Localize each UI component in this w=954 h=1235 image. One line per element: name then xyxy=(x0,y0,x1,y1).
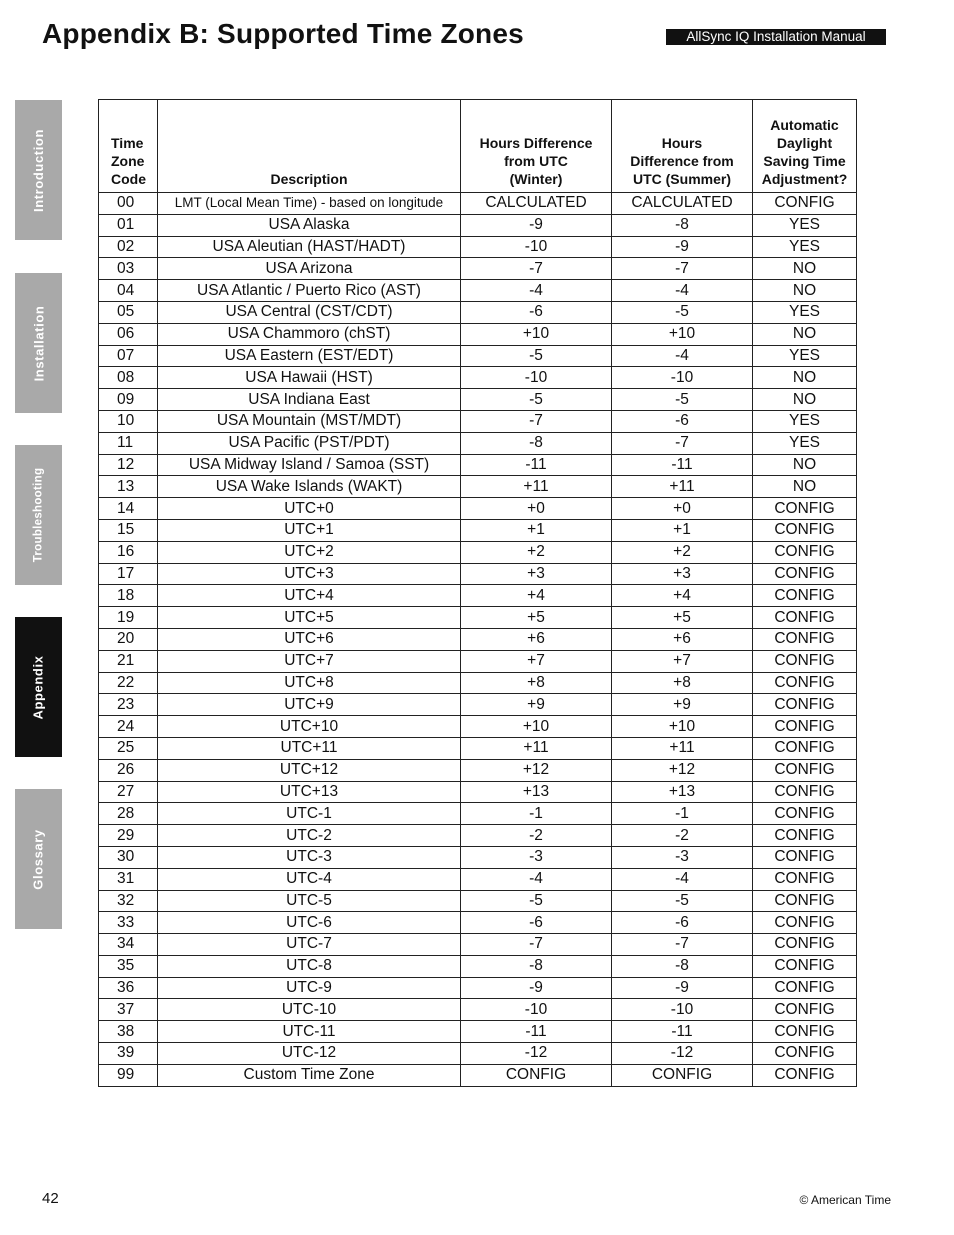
hours-summer-cell: -9 xyxy=(612,236,753,258)
description-cell: UTC+8 xyxy=(158,672,461,694)
time-zone-code-cell: 07 xyxy=(99,345,158,367)
hours-winter-cell: -7 xyxy=(461,410,612,432)
hours-winter-cell: -3 xyxy=(461,846,612,868)
description-cell: UTC+6 xyxy=(158,628,461,650)
table-row xyxy=(99,432,857,454)
description-cell: UTC-8 xyxy=(158,955,461,977)
description-cell: UTC-4 xyxy=(158,868,461,890)
hours-summer-cell: -6 xyxy=(612,410,753,432)
dst-adjustment-cell: CONFIG xyxy=(753,759,857,781)
copyright-text: © American Time xyxy=(799,1193,891,1207)
hours-summer-cell: -4 xyxy=(612,868,753,890)
time-zone-code-cell: 19 xyxy=(99,607,158,629)
side-tab-appendix[interactable] xyxy=(15,617,62,757)
manual-name-badge: AllSync IQ Installation Manual xyxy=(666,29,886,45)
time-zone-code-cell: 13 xyxy=(99,476,158,498)
time-zone-table xyxy=(98,99,857,1087)
side-tab-label: Installation xyxy=(31,305,47,381)
table-row xyxy=(99,846,857,868)
description-cell: UTC+3 xyxy=(158,563,461,585)
description-cell: USA Arizona xyxy=(158,258,461,280)
dst-adjustment-cell: CONFIG xyxy=(753,737,857,759)
time-zone-code-cell: 25 xyxy=(99,737,158,759)
description-cell: LMT (Local Mean Time) - based on longitude xyxy=(158,193,461,215)
hours-winter-cell: -8 xyxy=(461,432,612,454)
table-row xyxy=(99,825,857,847)
description-cell: UTC+5 xyxy=(158,607,461,629)
table-row xyxy=(99,628,857,650)
hours-summer-cell: -8 xyxy=(612,955,753,977)
side-tab-label: Troubleshooting xyxy=(32,467,45,563)
hours-summer-cell: CONFIG xyxy=(612,1064,753,1086)
table-row xyxy=(99,258,857,280)
table-row xyxy=(99,737,857,759)
description-cell: UTC+10 xyxy=(158,716,461,738)
description-cell: UTC-7 xyxy=(158,934,461,956)
dst-adjustment-cell: CONFIG xyxy=(753,694,857,716)
time-zone-code-cell: 26 xyxy=(99,759,158,781)
time-zone-code-cell: 33 xyxy=(99,912,158,934)
dst-adjustment-cell: CONFIG xyxy=(753,781,857,803)
time-zone-code-cell: 15 xyxy=(99,519,158,541)
side-tab-glossary[interactable] xyxy=(15,789,62,929)
description-cell: USA Atlantic / Puerto Rico (AST) xyxy=(158,280,461,302)
dst-adjustment-cell: YES xyxy=(753,236,857,258)
description-cell: UTC-11 xyxy=(158,1021,461,1043)
dst-adjustment-cell: YES xyxy=(753,410,857,432)
hours-summer-cell: +6 xyxy=(612,628,753,650)
time-zone-code-cell: 22 xyxy=(99,672,158,694)
description-cell: UTC+4 xyxy=(158,585,461,607)
table-row xyxy=(99,607,857,629)
hours-winter-cell: +5 xyxy=(461,607,612,629)
dst-adjustment-cell: CONFIG xyxy=(753,650,857,672)
hours-summer-cell: -5 xyxy=(612,301,753,323)
table-row xyxy=(99,345,857,367)
table-row xyxy=(99,912,857,934)
time-zone-code-cell: 38 xyxy=(99,1021,158,1043)
time-zone-code-cell: 21 xyxy=(99,650,158,672)
hours-winter-cell: -1 xyxy=(461,803,612,825)
hours-summer-cell: -4 xyxy=(612,345,753,367)
hours-winter-cell: -4 xyxy=(461,868,612,890)
time-zone-code-cell: 11 xyxy=(99,432,158,454)
dst-adjustment-cell: CONFIG xyxy=(753,1021,857,1043)
time-zone-code-cell: 34 xyxy=(99,934,158,956)
hours-summer-cell: CALCULATED xyxy=(612,193,753,215)
table-row xyxy=(99,410,857,432)
time-zone-code-cell: 18 xyxy=(99,585,158,607)
side-tab-troubleshooting[interactable] xyxy=(15,445,62,585)
description-cell: UTC+11 xyxy=(158,737,461,759)
hours-winter-cell: +6 xyxy=(461,628,612,650)
description-cell: USA Eastern (EST/EDT) xyxy=(158,345,461,367)
time-zone-code-cell: 36 xyxy=(99,977,158,999)
table-row xyxy=(99,1064,857,1086)
dst-adjustment-cell: CONFIG xyxy=(753,716,857,738)
time-zone-code-cell: 30 xyxy=(99,846,158,868)
description-cell: UTC+2 xyxy=(158,541,461,563)
hours-summer-cell: -1 xyxy=(612,803,753,825)
hours-summer-cell: -12 xyxy=(612,1043,753,1065)
table-row xyxy=(99,301,857,323)
dst-adjustment-cell: CONFIG xyxy=(753,628,857,650)
page-title: Appendix B: Supported Time Zones xyxy=(42,18,524,49)
time-zone-code-cell: 00 xyxy=(99,193,158,215)
time-zone-code-cell: 10 xyxy=(99,410,158,432)
table-row xyxy=(99,977,857,999)
hours-winter-cell: CONFIG xyxy=(461,1064,612,1086)
table-row xyxy=(99,367,857,389)
dst-adjustment-cell: CONFIG xyxy=(753,519,857,541)
description-cell: UTC-9 xyxy=(158,977,461,999)
dst-adjustment-cell: YES xyxy=(753,432,857,454)
description-cell: USA Hawaii (HST) xyxy=(158,367,461,389)
hours-winter-cell: -10 xyxy=(461,367,612,389)
time-zone-code-cell: 14 xyxy=(99,498,158,520)
side-tab-label: Glossary xyxy=(31,828,47,890)
hours-summer-cell: -5 xyxy=(612,389,753,411)
table-row xyxy=(99,759,857,781)
hours-winter-cell: +10 xyxy=(461,323,612,345)
hours-winter-cell: +11 xyxy=(461,476,612,498)
hours-winter-cell: +4 xyxy=(461,585,612,607)
hours-winter-cell: -5 xyxy=(461,345,612,367)
time-zone-code-cell: 32 xyxy=(99,890,158,912)
dst-adjustment-cell: YES xyxy=(753,301,857,323)
hours-summer-cell: +10 xyxy=(612,716,753,738)
page-number: 42 xyxy=(42,1190,59,1207)
hours-winter-cell: -8 xyxy=(461,955,612,977)
hours-summer-cell: +13 xyxy=(612,781,753,803)
description-cell: USA Aleutian (HAST/HADT) xyxy=(158,236,461,258)
table-row xyxy=(99,476,857,498)
table-row xyxy=(99,934,857,956)
header-hours-winter: Hours Difference from UTC (Winter) xyxy=(461,100,612,193)
hours-summer-cell: -8 xyxy=(612,214,753,236)
hours-winter-cell: -2 xyxy=(461,825,612,847)
dst-adjustment-cell: CONFIG xyxy=(753,1064,857,1086)
hours-winter-cell: +7 xyxy=(461,650,612,672)
table-row xyxy=(99,323,857,345)
dst-adjustment-cell: NO xyxy=(753,367,857,389)
header-hours-summer: Hours Difference from UTC (Summer) xyxy=(612,100,753,193)
table-row xyxy=(99,585,857,607)
description-cell: UTC+1 xyxy=(158,519,461,541)
dst-adjustment-cell: NO xyxy=(753,454,857,476)
hours-summer-cell: -3 xyxy=(612,846,753,868)
table-row xyxy=(99,868,857,890)
hours-summer-cell: +1 xyxy=(612,519,753,541)
hours-winter-cell: -9 xyxy=(461,214,612,236)
dst-adjustment-cell: CONFIG xyxy=(753,955,857,977)
table-row xyxy=(99,781,857,803)
time-zone-code-cell: 20 xyxy=(99,628,158,650)
dst-adjustment-cell: CONFIG xyxy=(753,890,857,912)
hours-summer-cell: +5 xyxy=(612,607,753,629)
dst-adjustment-cell: CONFIG xyxy=(753,498,857,520)
hours-summer-cell: +11 xyxy=(612,737,753,759)
hours-summer-cell: +4 xyxy=(612,585,753,607)
hours-summer-cell: -7 xyxy=(612,934,753,956)
hours-winter-cell: +3 xyxy=(461,563,612,585)
hours-winter-cell: -10 xyxy=(461,999,612,1021)
description-cell: USA Wake Islands (WAKT) xyxy=(158,476,461,498)
dst-adjustment-cell: CONFIG xyxy=(753,672,857,694)
hours-summer-cell: +3 xyxy=(612,563,753,585)
table-row xyxy=(99,650,857,672)
hours-winter-cell: -9 xyxy=(461,977,612,999)
time-zone-code-cell: 24 xyxy=(99,716,158,738)
hours-summer-cell: -6 xyxy=(612,912,753,934)
hours-winter-cell: -4 xyxy=(461,280,612,302)
table-row xyxy=(99,541,857,563)
description-cell: USA Central (CST/CDT) xyxy=(158,301,461,323)
time-zone-code-cell: 37 xyxy=(99,999,158,1021)
side-tab-introduction[interactable] xyxy=(15,100,62,240)
description-cell: UTC-6 xyxy=(158,912,461,934)
hours-winter-cell: -5 xyxy=(461,890,612,912)
table-row xyxy=(99,716,857,738)
description-cell: UTC+13 xyxy=(158,781,461,803)
hours-winter-cell: +2 xyxy=(461,541,612,563)
hours-winter-cell: +13 xyxy=(461,781,612,803)
hours-summer-cell: +9 xyxy=(612,694,753,716)
dst-adjustment-cell: CONFIG xyxy=(753,999,857,1021)
hours-winter-cell: +8 xyxy=(461,672,612,694)
dst-adjustment-cell: CONFIG xyxy=(753,607,857,629)
time-zone-code-cell: 29 xyxy=(99,825,158,847)
dst-adjustment-cell: CONFIG xyxy=(753,541,857,563)
hours-summer-cell: -4 xyxy=(612,280,753,302)
hours-summer-cell: -11 xyxy=(612,454,753,476)
hours-summer-cell: +10 xyxy=(612,323,753,345)
table-row xyxy=(99,803,857,825)
header-dst-adjustment: Automatic Daylight Saving Time Adjustment? xyxy=(753,100,857,193)
table-row xyxy=(99,214,857,236)
description-cell: UTC-1 xyxy=(158,803,461,825)
dst-adjustment-cell: CONFIG xyxy=(753,563,857,585)
description-cell: UTC-5 xyxy=(158,890,461,912)
hours-winter-cell: -7 xyxy=(461,934,612,956)
side-tab-label: Introduction xyxy=(31,128,46,212)
time-zone-code-cell: 31 xyxy=(99,868,158,890)
header-description: Description xyxy=(158,100,461,193)
hours-summer-cell: +8 xyxy=(612,672,753,694)
time-zone-code-cell: 09 xyxy=(99,389,158,411)
hours-summer-cell: -10 xyxy=(612,367,753,389)
description-cell: USA Chammoro (chST) xyxy=(158,323,461,345)
hours-summer-cell: +12 xyxy=(612,759,753,781)
table-row xyxy=(99,498,857,520)
time-zone-code-cell: 17 xyxy=(99,563,158,585)
description-cell: UTC-2 xyxy=(158,825,461,847)
dst-adjustment-cell: CONFIG xyxy=(753,585,857,607)
dst-adjustment-cell: CONFIG xyxy=(753,868,857,890)
time-zone-code-cell: 35 xyxy=(99,955,158,977)
table-row xyxy=(99,563,857,585)
table-row xyxy=(99,694,857,716)
time-zone-code-cell: 02 xyxy=(99,236,158,258)
dst-adjustment-cell: YES xyxy=(753,214,857,236)
dst-adjustment-cell: CONFIG xyxy=(753,977,857,999)
description-cell: USA Alaska xyxy=(158,214,461,236)
hours-summer-cell: +0 xyxy=(612,498,753,520)
time-zone-code-cell: 01 xyxy=(99,214,158,236)
table-row xyxy=(99,389,857,411)
hours-summer-cell: -10 xyxy=(612,999,753,1021)
time-zone-code-cell: 05 xyxy=(99,301,158,323)
table-header-row xyxy=(99,100,857,193)
table-row xyxy=(99,193,857,215)
table-row xyxy=(99,519,857,541)
hours-winter-cell: +9 xyxy=(461,694,612,716)
dst-adjustment-cell: NO xyxy=(753,476,857,498)
hours-winter-cell: +1 xyxy=(461,519,612,541)
hours-summer-cell: -2 xyxy=(612,825,753,847)
dst-adjustment-cell: NO xyxy=(753,389,857,411)
side-tab-label: Appendix xyxy=(31,654,46,720)
time-zone-code-cell: 08 xyxy=(99,367,158,389)
dst-adjustment-cell: CONFIG xyxy=(753,934,857,956)
hours-winter-cell: +12 xyxy=(461,759,612,781)
hours-summer-cell: -9 xyxy=(612,977,753,999)
hours-winter-cell: -10 xyxy=(461,236,612,258)
hours-summer-cell: -5 xyxy=(612,890,753,912)
hours-summer-cell: -7 xyxy=(612,432,753,454)
hours-winter-cell: CALCULATED xyxy=(461,193,612,215)
hours-winter-cell: +10 xyxy=(461,716,612,738)
table-row xyxy=(99,454,857,476)
table-row xyxy=(99,999,857,1021)
description-cell: UTC+12 xyxy=(158,759,461,781)
dst-adjustment-cell: CONFIG xyxy=(753,1043,857,1065)
dst-adjustment-cell: NO xyxy=(753,280,857,302)
hours-winter-cell: -6 xyxy=(461,301,612,323)
dst-adjustment-cell: CONFIG xyxy=(753,846,857,868)
hours-winter-cell: -5 xyxy=(461,389,612,411)
time-zone-code-cell: 16 xyxy=(99,541,158,563)
description-cell: UTC+0 xyxy=(158,498,461,520)
hours-winter-cell: -7 xyxy=(461,258,612,280)
time-zone-code-cell: 06 xyxy=(99,323,158,345)
table-row xyxy=(99,955,857,977)
time-zone-code-cell: 27 xyxy=(99,781,158,803)
hours-winter-cell: -11 xyxy=(461,1021,612,1043)
hours-winter-cell: -12 xyxy=(461,1043,612,1065)
hours-summer-cell: +7 xyxy=(612,650,753,672)
description-cell: UTC+7 xyxy=(158,650,461,672)
time-zone-code-cell: 03 xyxy=(99,258,158,280)
table-row xyxy=(99,1021,857,1043)
dst-adjustment-cell: CONFIG xyxy=(753,825,857,847)
hours-winter-cell: -11 xyxy=(461,454,612,476)
hours-summer-cell: +11 xyxy=(612,476,753,498)
description-cell: UTC-10 xyxy=(158,999,461,1021)
time-zone-code-cell: 12 xyxy=(99,454,158,476)
description-cell: UTC+9 xyxy=(158,694,461,716)
time-zone-code-cell: 99 xyxy=(99,1064,158,1086)
time-zone-code-cell: 23 xyxy=(99,694,158,716)
hours-summer-cell: +2 xyxy=(612,541,753,563)
hours-winter-cell: +11 xyxy=(461,737,612,759)
hours-summer-cell: -7 xyxy=(612,258,753,280)
side-tab-installation[interactable] xyxy=(15,273,62,413)
time-zone-code-cell: 39 xyxy=(99,1043,158,1065)
header-time-zone-code: Time Zone Code xyxy=(99,100,158,193)
hours-winter-cell: -6 xyxy=(461,912,612,934)
description-cell: UTC-3 xyxy=(158,846,461,868)
description-cell: USA Mountain (MST/MDT) xyxy=(158,410,461,432)
description-cell: USA Indiana East xyxy=(158,389,461,411)
dst-adjustment-cell: CONFIG xyxy=(753,193,857,215)
table-row xyxy=(99,236,857,258)
table-row xyxy=(99,890,857,912)
time-zone-code-cell: 28 xyxy=(99,803,158,825)
table-row xyxy=(99,1043,857,1065)
dst-adjustment-cell: CONFIG xyxy=(753,803,857,825)
time-zone-code-cell: 04 xyxy=(99,280,158,302)
description-cell: USA Pacific (PST/PDT) xyxy=(158,432,461,454)
dst-adjustment-cell: CONFIG xyxy=(753,912,857,934)
hours-summer-cell: -11 xyxy=(612,1021,753,1043)
dst-adjustment-cell: NO xyxy=(753,258,857,280)
hours-winter-cell: +0 xyxy=(461,498,612,520)
description-cell: Custom Time Zone xyxy=(158,1064,461,1086)
dst-adjustment-cell: YES xyxy=(753,345,857,367)
dst-adjustment-cell: NO xyxy=(753,323,857,345)
table-row xyxy=(99,280,857,302)
table-row xyxy=(99,672,857,694)
description-cell: USA Midway Island / Samoa (SST) xyxy=(158,454,461,476)
description-cell: UTC-12 xyxy=(158,1043,461,1065)
